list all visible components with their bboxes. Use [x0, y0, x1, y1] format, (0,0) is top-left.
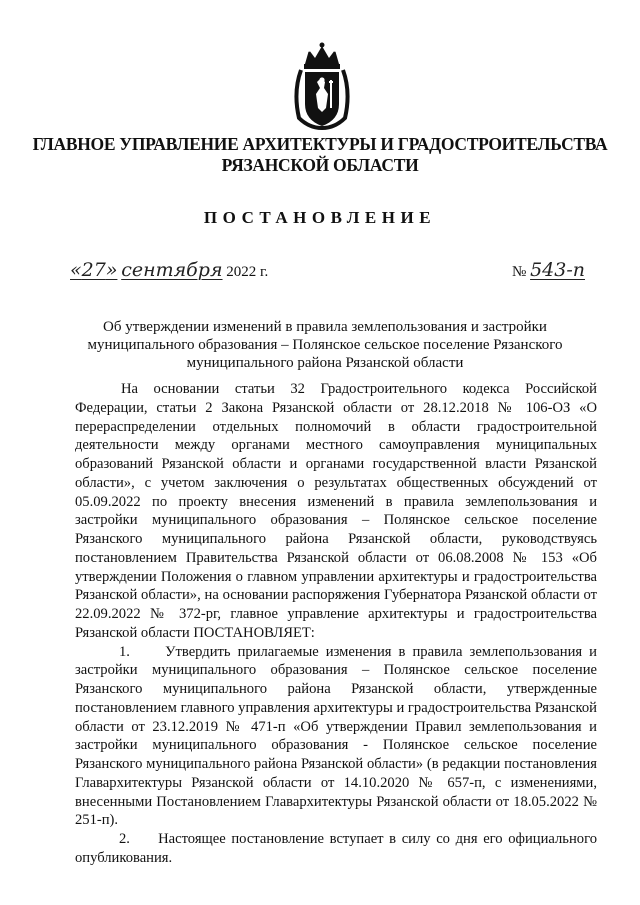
number-prefix: №	[512, 264, 527, 280]
document-type-title: ПОСТАНОВЛЕНИЕ	[203, 208, 437, 227]
ryazan-coat-of-arms-icon	[291, 42, 353, 130]
number-value: 543-п	[530, 259, 585, 281]
organization-name-line-1: ГЛАВНОЕ УПРАВЛЕНИЕ АРХИТЕКТУРЫ И ГРАДОСТРОИТЕЛЬСТВА	[32, 134, 608, 154]
resolution-item-1: 1. Утвердить прилагаемые изменения в правила землепользования и застройки муниципального образования – Полянское сельское поселение Рязанского муниципального района Рязанской области, утвержденные постановлением главного управления архитектуры и градостроительства Рязанской области от 23.12.2019 № 471-п «Об утверждении Правил землепользования и застройки муниципального образования - Полянское сельское поселение Рязанского муниципального района Рязанской области» (в редакции постановления Главархитектуры Рязанской области от 14.10.2020 № 657-п, с изменениями, внесенными Постановлением Главархитектуры Рязанской области от 18.05.2022 № 251-п).	[75, 643, 597, 829]
document-date	[70, 259, 268, 281]
date-year: 2022 г.	[226, 264, 269, 280]
date-month: сентября	[121, 259, 223, 281]
document-number	[512, 259, 585, 281]
date-open-quote: «	[70, 259, 82, 281]
date-day: 27	[81, 259, 106, 281]
organization-name-line-2: РЯЗАНСКОЙ ОБЛАСТИ	[221, 155, 419, 175]
document-body	[75, 380, 597, 868]
resolution-item-2: 2. Настоящее постановление вступает в силу со дня его официального опубликования.	[75, 831, 597, 866]
date-close-quote: »	[105, 259, 118, 281]
preamble-paragraph: На основании статьи 32 Градостроительного кодекса Российской Федерации, статьи 2 Закона Рязанской области от 28.12.2018 № 106-ОЗ «О перераспределении отдельных полномочий в области градостроительной деятельности между органами местного самоуправления муниципальных образований Рязанской области и органами государственной власти Рязанской области», с учетом заключения о результатах общественных обсуждений от 05.09.2022 по проекту внесения изменений в правила землепользования и застройки муниципального образования – Полянское сельское поселение Рязанского муниципального района Рязанской области, руководствуясь постановлением Правительства Рязанской области от 06.08.2008 № 153 «Об утверждении Положения о главном управлении архитектуры и градостроительства Рязанской области», на основании распоряжения Губернатора Рязанской области от 22.09.2022 № 372-рг, главное управление архитектуры и градостроительства Рязанской области ПОСТАНОВЛЯЕТ:	[75, 381, 597, 641]
document-subject: Об утверждении изменений в правила землепользования и застройки муниципального образования – Полянское сельское поселение Рязанского муниципального района Рязанской области	[87, 319, 563, 371]
